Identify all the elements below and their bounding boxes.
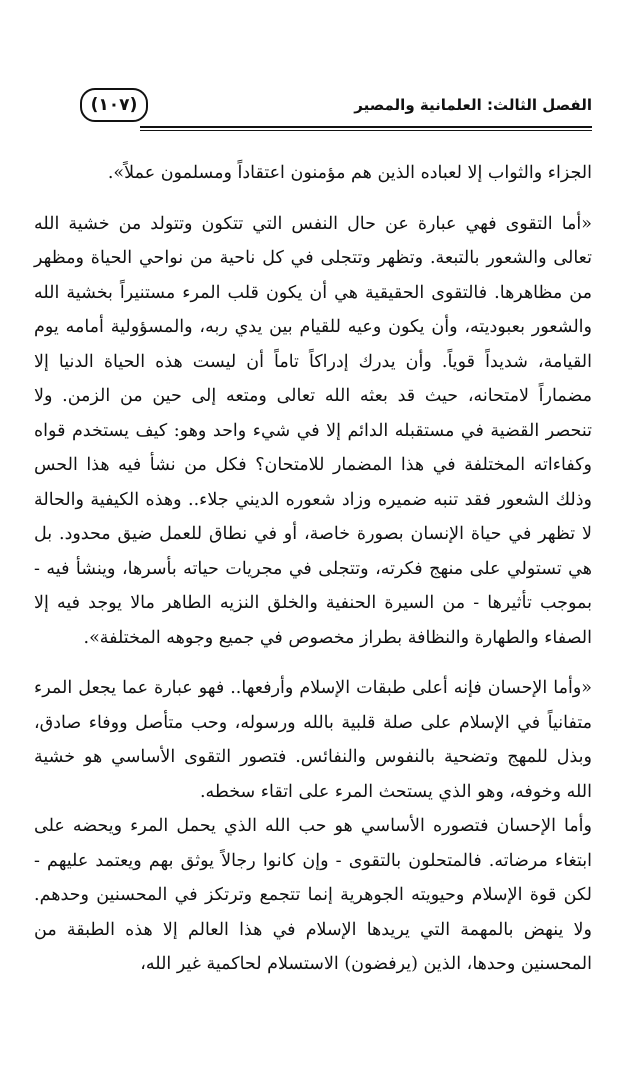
paragraph-continuation: الجزاء والثواب إلا لعباده الذين هم مؤمنون اعتقاداً ومسلمون عملاً». — [107, 163, 592, 183]
paragraph-taqwa: «أما التقوى فهي عبارة عن حال النفس التي تتكون وتتولد من خشية الله تعالى والشعور بالتبعة. وتظهر وتتجلى في كل ناحية من نواحي الحياة ومظهر من مظاهرها. فالتقوى الحقيقية هي أن يكون قلب المرء مستنيراً بخشية الله والشعور بعبوديته، وأن يكون وعيه للقيام بين يدي ربه، والمسؤولية أمامه يوم القيامة، شديداً قوياً. وأن يدرك إدراكاً تاماً أن ليست هذه الحياة الدنيا إلا مضماراً لامتحانه، حيث قد بعثه الله تعالى ومتعه إلى حين من الزمن. ولا تنحصر القضية في مستقبله الدائم إلا في شيء واحد وهو: كيف يستخدم قواه وكفاءاته المختلفة في هذا المضمار للامتحان؟ فكل من نشأ فيه هذا الحس وذلك الشعور فقد تنبه ضميره وزاد شعوره الديني جلاء.. وهذه الكيفية والحالة لا تظهر في حياة الإنسان بصورة خاصة، أو في نطاق للعمل ضيق محدود. بل هي تستولي على منهج فكرته، وتتجلى في مجريات حياته بأسرها، وينشأ فيه - بموجب تأثيرها - من السيرة الحنفية والخلق النزيه الطاهر مالا يوجد فيه إلا الصفاء والطهارة والنظافة بطراز مخصوص في جميع وجوهه المختلفة». — [34, 213, 592, 648]
chapter-title: الفصل الثالث: العلمانية والمصير — [354, 96, 592, 114]
paragraph-ihsan-continued: وأما الإحسان فتصوره الأساسي هو حب الله الذي يحمل المرء ويحضه على ابتغاء مرضاته. فالمتحلون بالتقوى - وإن كانوا رجالاً يوثق بهم ويعتمد عليهم - لكن قوة الإسلام وحيويته الجوهرية إنما تتجمع وترتكز في المحسنين وحدهم. ولا ينهض بالمهمة التي يريدها الإسلام في هذا العالم إلا هذه الطبقة من المحسنين وحدها، الذين (يرفضون) الاستسلام لحاكمية غير الله، — [34, 816, 592, 974]
header-rule — [140, 126, 592, 128]
page-number-badge: (١٠٧) — [80, 88, 148, 122]
page-body — [34, 156, 592, 982]
paragraph-ihsan: «وأما الإحسان فإنه أعلى طبقات الإسلام وأرفعها.. فهو عبارة عما يجعل المرء متفانياً في الإسلام على صلة قلبية بالله ورسوله، وحب متأصل ووفاء صادق، وبذل للمهج وتضحية بالنفوس والنفائس. فتصور التقوى الأساسي هو خشية الله وخوفه، وهو الذي يستحث المرء على اتقاء سخطه. — [34, 678, 592, 802]
header-rule-secondary — [140, 130, 592, 131]
running-header — [80, 88, 592, 124]
